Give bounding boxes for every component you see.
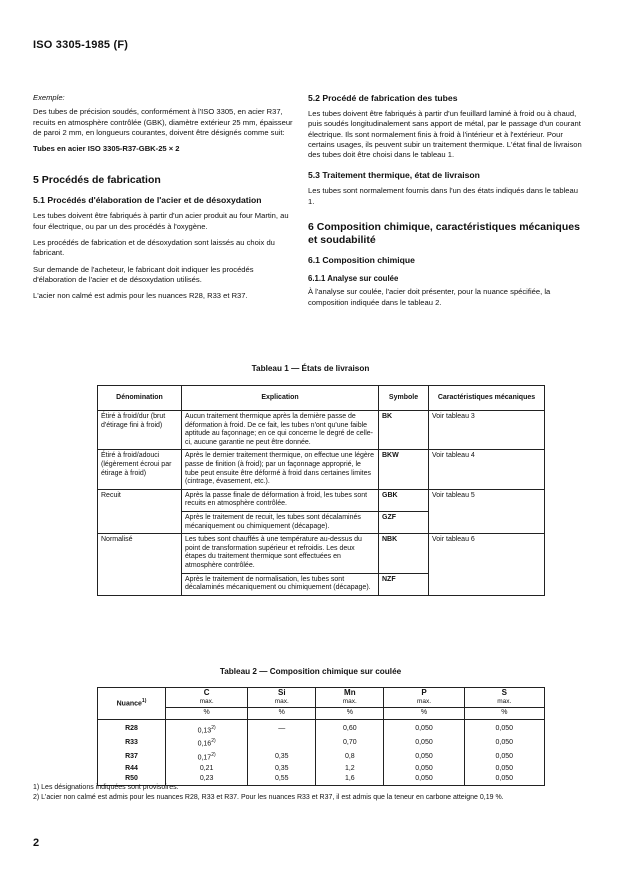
- footnote: 2) L'acier non calmé est admis pour les nuances R28, R33 et R37. Pour les nuances R33 et R37, il est admis que la teneur en carbone atteigne 0,19 %.: [33, 794, 504, 801]
- value-cell: 0,050: [464, 719, 544, 736]
- unit-cell: %: [248, 708, 316, 720]
- explanation-cell: Les tubes sont chauffés à une température au-dessus du point de transformation supérieur et refroidis. Les deux étapes du traitement thermique sont effectuées en atmosphère contrôlée.: [182, 534, 379, 573]
- section-5-title: 5 Procédés de fabrication: [33, 174, 161, 187]
- value-cell: 0,050: [464, 736, 544, 750]
- symbol-cell: GZF: [379, 511, 429, 533]
- section-6-1-title: 6.1 Composition chimique: [308, 255, 415, 266]
- value-cell: 0,050: [384, 719, 464, 736]
- value-cell: 0,60: [316, 719, 384, 736]
- mechanical-cell: Voir tableau 4: [429, 450, 545, 489]
- nuance-cell: R33: [98, 736, 166, 750]
- nuance-cell: R50: [98, 774, 166, 785]
- symbol-cell: BK: [379, 411, 429, 450]
- table2-caption: Tableau 2 — Composition chimique sur coulée: [219, 667, 402, 676]
- table-row: [98, 450, 545, 489]
- paragraph: Sur demande de l'acheteur, le fabricant doit indiquer les procédés d'élaboration de l'acier et de désoxydation utilisés.: [33, 264, 254, 284]
- table-row: [98, 489, 545, 511]
- carbon-value: 0,17: [197, 754, 212, 762]
- paragraph: Les tubes doivent être fabriqués à partir d'un feuillard laminé à froid ou à chaud, puis soudés longitudinalement sans apport de métal, par le passage d'un courant électrique. Ils sont normalement finis à froid à l'intérieur et à l'extérieur. Pour certains usages, ils peuvent subir un traitement thermique. L'état final de livraison des tubes doit être choisi dans le tableau 1.: [308, 109, 582, 160]
- mechanical-cell: Voir tableau 5: [429, 489, 545, 533]
- value-cell: 0,050: [464, 774, 544, 785]
- column-header: Explication: [182, 386, 379, 411]
- nuance-cell: R37: [98, 750, 166, 764]
- value-cell: 0,050: [464, 764, 544, 775]
- unit-cell: %: [166, 708, 248, 720]
- max-label: max.: [274, 697, 289, 705]
- element-symbol: C: [203, 688, 210, 697]
- value-cell: —: [248, 719, 316, 736]
- paragraph: Les tubes doivent être fabriqués à partir d'un acier produit au four Martin, au four électrique, ou par un des procédés à l'oxygène.: [33, 211, 289, 231]
- element-symbol: Si: [277, 688, 286, 697]
- denomination-cell: Recuit: [98, 489, 182, 533]
- value-cell: 0,050: [384, 764, 464, 775]
- max-label: max.: [416, 697, 432, 705]
- element-header: [464, 688, 544, 708]
- symbol-cell: GBK: [379, 489, 429, 511]
- unit-cell: %: [464, 708, 544, 720]
- page-number: 2: [33, 837, 40, 849]
- column-header: Dénomination: [98, 386, 182, 411]
- symbol-cell: NZF: [379, 573, 429, 595]
- table-row: [98, 764, 545, 775]
- table-row: [98, 736, 545, 750]
- table-row: [98, 719, 545, 736]
- table-row: [98, 534, 545, 573]
- value-cell: 0,35: [248, 750, 316, 764]
- section-5-3-title: 5.3 Traitement thermique, état de livraison: [308, 170, 480, 181]
- table-row: [98, 411, 545, 450]
- carbon-value: 0,23: [199, 775, 214, 783]
- table1-caption: Tableau 1 — États de livraison: [251, 364, 370, 373]
- value-cell: [166, 764, 248, 775]
- value-cell: [166, 736, 248, 750]
- max-label: max.: [497, 697, 512, 705]
- explanation-cell: Aucun traitement thermique après la dernière passe de déformation à froid. De ce fait, les tubes n'ont qu'une faible aptitude au façonnage; en ce qui concerne le degré de celle-ci, aucune garantie ne peut être donnée.: [182, 411, 379, 450]
- footnote-ref: 2): [211, 738, 216, 745]
- section-6-title: 6 Composition chimique, caractéristiques mécaniques et soudabilité: [308, 221, 580, 247]
- nuance-header: [98, 688, 166, 720]
- carbon-value: 0,21: [199, 764, 214, 772]
- table-row: [98, 750, 545, 764]
- footnote-ref: 2): [211, 752, 216, 759]
- example-label: Exemple:: [33, 93, 65, 102]
- value-cell: 1,6: [316, 774, 384, 785]
- mechanical-cell: Voir tableau 6: [429, 534, 545, 596]
- element-symbol: S: [501, 688, 507, 697]
- denomination-cell: Normalisé: [98, 534, 182, 596]
- table2-chemical-composition: [97, 687, 545, 786]
- footnote: 1) Les désignations indiquées sont provisoires.: [33, 784, 179, 791]
- symbol-cell: BKW: [379, 450, 429, 489]
- element-header: [166, 688, 248, 708]
- unit-cell: %: [384, 708, 464, 720]
- nuance-cell: R28: [98, 719, 166, 736]
- denomination-cell: Étiré à froid/dur (brut d'étirage fini à froid): [98, 411, 182, 450]
- carbon-value: 0,13: [197, 726, 212, 734]
- explanation-cell: Après la passe finale de déformation à froid, les tubes sont recuits en atmosphère contrôlée.: [182, 489, 379, 511]
- example-text: Des tubes de précision soudés, conformément à l'ISO 3305, en acier R37, recuits en atmosphère contrôlée (GBK), diamètre extérieur 25 mm, épaisseur de paroi 2 mm, en longueurs courantes, doivent être désignés comme suit:: [33, 107, 293, 137]
- explanation-cell: Après le dernier traitement thermique, on effectue une légère passe de finition (à froid); par un façonnage approprié, le tube peut ensuite être déformé à froid dans certaines limites (cintrage, évasement, etc.).: [182, 450, 379, 489]
- value-cell: [166, 750, 248, 764]
- value-cell: 1,2: [316, 764, 384, 775]
- paragraph: À l'analyse sur coulée, l'acier doit présenter, pour la nuance spécifiée, la composition indiquée dans le tableau 2.: [308, 287, 551, 307]
- mechanical-cell: Voir tableau 3: [429, 411, 545, 450]
- unit-cell: %: [316, 708, 384, 720]
- element-symbol: P: [421, 688, 427, 697]
- footnote-ref: 1): [141, 698, 147, 705]
- value-cell: 0,55: [248, 774, 316, 785]
- section-5-1-title: 5.1 Procédés d'élaboration de l'acier et de désoxydation: [33, 195, 262, 206]
- value-cell: 0,050: [464, 750, 544, 764]
- paragraph: L'acier non calmé est admis pour les nuances R28, R33 et R37.: [33, 291, 248, 301]
- value-cell: 0,050: [384, 736, 464, 750]
- denomination-cell: Étiré à froid/adouci (légèrement écroui par étirage à froid): [98, 450, 182, 489]
- page-header: ISO 3305-1985 (F): [33, 39, 129, 51]
- left-column: [33, 93, 295, 308]
- value-cell: 0,70: [316, 736, 384, 750]
- nuance-cell: R44: [98, 764, 166, 775]
- section-5-2-title: 5.2 Procédé de fabrication des tubes: [308, 93, 458, 103]
- explanation-cell: Après le traitement de recuit, les tubes sont décalaminés mécaniquement ou chimiquement (décapage).: [182, 511, 379, 533]
- explanation-cell: Après le traitement de normalisation, les tubes sont décalaminés mécaniquement ou chimiquement (décapage).: [182, 573, 379, 595]
- symbol-cell: NBK: [379, 534, 429, 573]
- value-cell: 0,050: [384, 750, 464, 764]
- value-cell: 0,050: [384, 774, 464, 785]
- value-cell: 0,8: [316, 750, 384, 764]
- value-cell: [248, 736, 316, 750]
- footnote-ref: 2): [211, 724, 216, 731]
- designation: Tubes en acier ISO 3305-R37-GBK-25 × 2: [33, 144, 180, 154]
- table1-delivery-states: [97, 385, 545, 596]
- max-label: max.: [199, 697, 214, 705]
- paragraph: Les procédés de fabrication et de désoxydation sont laissés au choix du fabricant.: [33, 238, 275, 258]
- column-header: Caractéristiques mécaniques: [429, 386, 545, 411]
- max-label: max.: [342, 697, 357, 705]
- nuance-label: Nuance: [116, 700, 142, 708]
- table-header-row: [98, 386, 545, 411]
- value-cell: 0,35: [248, 764, 316, 775]
- right-column: [308, 93, 584, 314]
- table-header-row: [98, 688, 545, 708]
- value-cell: [166, 719, 248, 736]
- table2-notes: [33, 783, 588, 803]
- element-symbol: Mn: [344, 688, 356, 697]
- column-header: Symbole: [379, 386, 429, 411]
- carbon-value: 0,16: [197, 740, 212, 748]
- element-header: [384, 688, 464, 708]
- element-header: [316, 688, 384, 708]
- unit-row: [98, 708, 545, 720]
- element-header: [248, 688, 316, 708]
- section-6-1-1-title: 6.1.1 Analyse sur coulée: [308, 274, 399, 284]
- paragraph: Les tubes sont normalement fournis dans l'un des états indiqués dans le tableau 1.: [308, 186, 578, 206]
